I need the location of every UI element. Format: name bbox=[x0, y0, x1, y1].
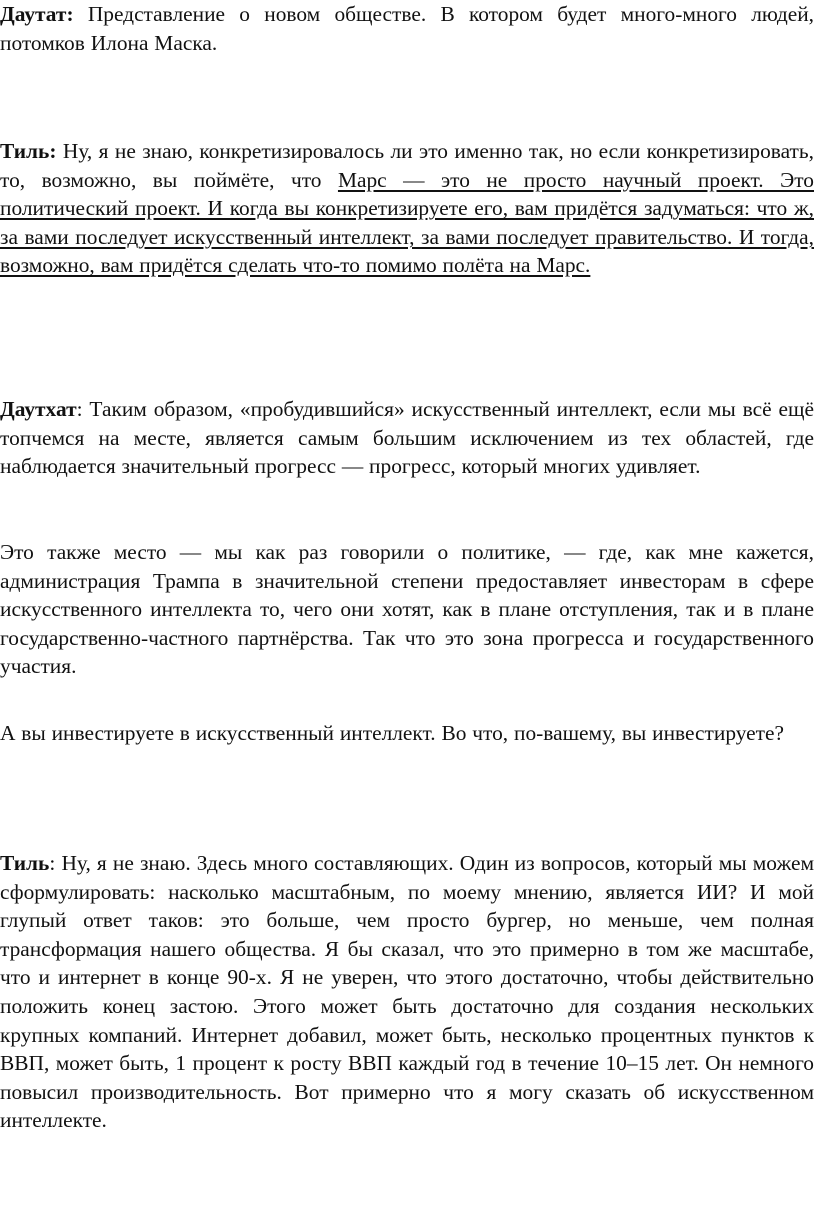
paragraph-douthat-3 bbox=[0, 719, 814, 748]
speaker-label: Тиль bbox=[0, 851, 50, 875]
speaker-suffix: : bbox=[76, 397, 83, 421]
speaker-suffix: : bbox=[49, 851, 56, 875]
paragraph-douthat-2 bbox=[0, 538, 814, 681]
paragraph-text: Таким образом, «пробудившийся» искусственный интеллект, если мы всё ещё топчемся на месте, является самым большим исключением из тех областей, где наблюдается значительный прогресс — прогресс, который многих удивляет. bbox=[0, 397, 814, 479]
speaker-label: Даутат: bbox=[0, 2, 74, 26]
paragraph-dautat-1 bbox=[0, 0, 814, 57]
speaker-label: Тиль: bbox=[0, 139, 57, 163]
underlined-quote: Марс — это не просто научный проект. Это политический проект. И когда вы конкретизируете его, вам придётся задуматься: что ж, за вами последует искусственный интеллект, за вами последует правительство. И тогда, возможно, вам придётся сделать что-то помимо полёта на Марс. bbox=[0, 167, 814, 278]
paragraph-text: Представление о новом обществе. В котором будет много-много людей, потомков Илона Маска. bbox=[0, 2, 814, 55]
paragraph-douthat-1 bbox=[0, 395, 814, 481]
paragraph-thiel-1 bbox=[0, 137, 814, 280]
speaker-label: Даутхат bbox=[0, 397, 77, 421]
paragraph-thiel-2 bbox=[0, 849, 814, 1135]
paragraph-text: Ну, я не знаю, конкретизировалось ли это именно так, но если конкретизировать, то, возможно, вы поймёте, что bbox=[0, 139, 814, 192]
paragraph-text: А вы инвестируете в искусственный интеллект. Во что, по-вашему, вы инвестируете? bbox=[0, 721, 784, 745]
paragraph-text: Это также место — мы как раз говорили о политике, — где, как мне кажется, администрация Трампа в значительной степени предоставляет инвесторам в сфере искусственного интеллекта то, чего они хотят, как в плане отступления, так и в плане государственно-частного партнёрства. Так что это зона прогресса и государственного участия. bbox=[0, 540, 814, 679]
paragraph-text: Ну, я не знаю. Здесь много составляющих. Один из вопросов, который мы можем сформулировать: насколько масштабным, по моему мнению, является ИИ? И мой глупый ответ таков: это больше, чем просто бургер, но меньше, чем полная трансформация нашего общества. Я бы сказал, что это примерно в том же масштабе, что и интернет в конце 90-х. Я не уверен, что этого достаточно, чтобы действительно положить конец застою. Этого может быть достаточно для создания нескольких крупных компаний. Интернет добавил, может быть, несколько процентных пунктов к ВВП, может быть, 1 процент к росту ВВП каждый год в течение 10–15 лет. Он немного повысил производительность. Вот примерно что я могу сказать об искусственном интеллекте. bbox=[0, 851, 814, 1133]
